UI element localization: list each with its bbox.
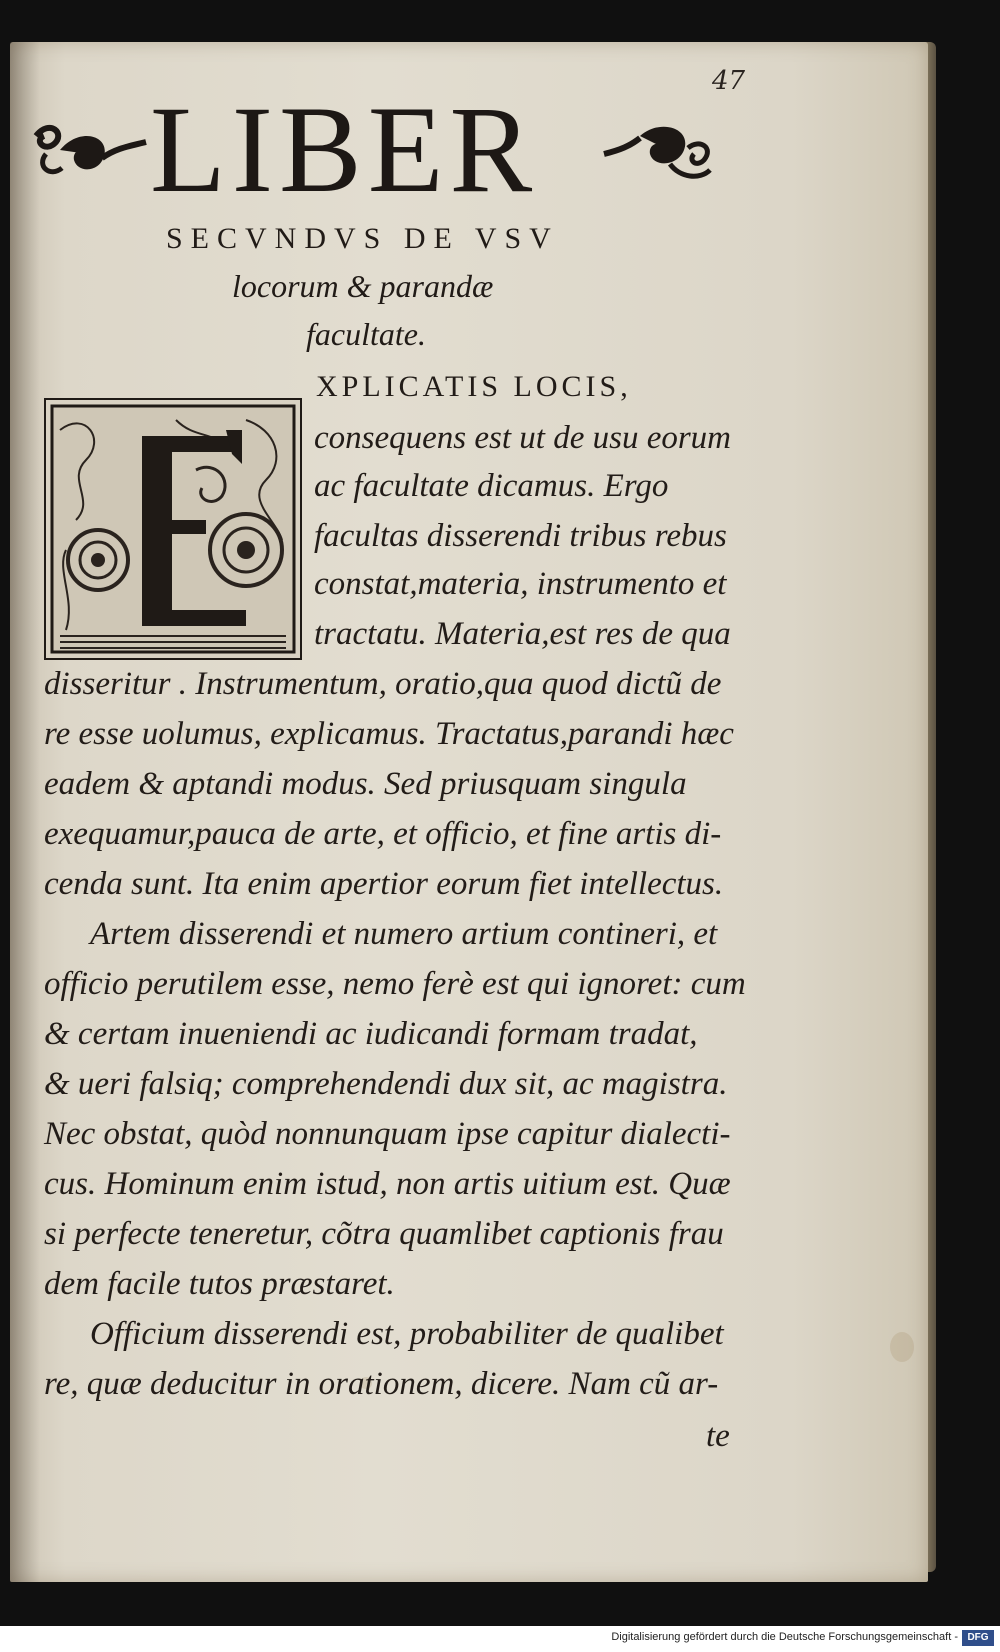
woodcut-ornament-icon bbox=[46, 400, 300, 658]
text-line: & ueri falsiq; comprehendendi dux sit, ac magistra. bbox=[44, 1066, 728, 1102]
gutter-shadow bbox=[10, 42, 40, 1582]
title-block bbox=[30, 72, 730, 222]
subtitle-line-1: SECVNDVS DE VSV bbox=[166, 222, 559, 255]
dfg-logo: DFG bbox=[962, 1630, 994, 1646]
fleuron-left-icon bbox=[30, 116, 150, 186]
text-line: facultas disserendi tribus rebus bbox=[314, 518, 727, 554]
text-line: consequens est ut de usu eorum bbox=[314, 420, 732, 456]
text-line: & certam inueniendi ac iudicandi formam tradat, bbox=[44, 1016, 698, 1052]
text-line: Nec obstat, quòd nonnunquam ipse capitur dialecti- bbox=[44, 1116, 731, 1152]
text-line: Artem disserendi et numero artium contineri, et bbox=[90, 916, 718, 952]
catchword: te bbox=[706, 1418, 730, 1454]
funding-credit: Digitalisierung gefördert durch die Deutsche Forschungsgemeinschaft - bbox=[611, 1631, 958, 1643]
footer-bar bbox=[0, 1626, 1000, 1652]
subtitle-line-3: facultate. bbox=[306, 316, 426, 352]
paper-stain bbox=[890, 1332, 914, 1362]
folio-number: 47 bbox=[712, 66, 746, 96]
text-line: dem facile tutos præstaret. bbox=[44, 1266, 395, 1302]
text-line: disseritur . Instrumentum, oratio,qua quod dictũ de bbox=[44, 666, 722, 702]
text-line: re, quæ deducitur in orationem, dicere. Nam cũ ar- bbox=[44, 1366, 719, 1402]
text-line: officio perutilem esse, nemo ferè est qui ignoret: cum bbox=[44, 966, 746, 1002]
fleuron-right-icon bbox=[600, 118, 720, 188]
text-line: constat,materia, instrumento et bbox=[314, 566, 727, 602]
text-line: eadem & aptandi modus. Sed priusquam singula bbox=[44, 766, 687, 802]
book-title: LIBER bbox=[150, 81, 539, 218]
text-line: re esse uolumus, explicamus. Tractatus,parandi hæc bbox=[44, 716, 734, 752]
text-line: si perfecte teneretur, cõtra quamlibet captionis frau bbox=[44, 1216, 724, 1252]
text-line: ac facultate dicamus. Ergo bbox=[314, 468, 669, 504]
subtitle-line-2: locorum & parandæ bbox=[232, 268, 494, 304]
text-line: Officium disserendi est, probabiliter de qualibet bbox=[90, 1316, 724, 1352]
text-line: XPLICATIS LOCIS, bbox=[316, 370, 632, 403]
decorated-initial bbox=[44, 398, 302, 660]
text-line: tractatu. Materia,est res de qua bbox=[314, 616, 731, 652]
text-line: exequamur,pauca de arte, et officio, et fine artis di- bbox=[44, 816, 722, 852]
text-line: cus. Hominum enim istud, non artis uitium est. Quæ bbox=[44, 1166, 731, 1202]
text-line: cenda sunt. Ita enim apertior eorum fiet intellectus. bbox=[44, 866, 724, 902]
